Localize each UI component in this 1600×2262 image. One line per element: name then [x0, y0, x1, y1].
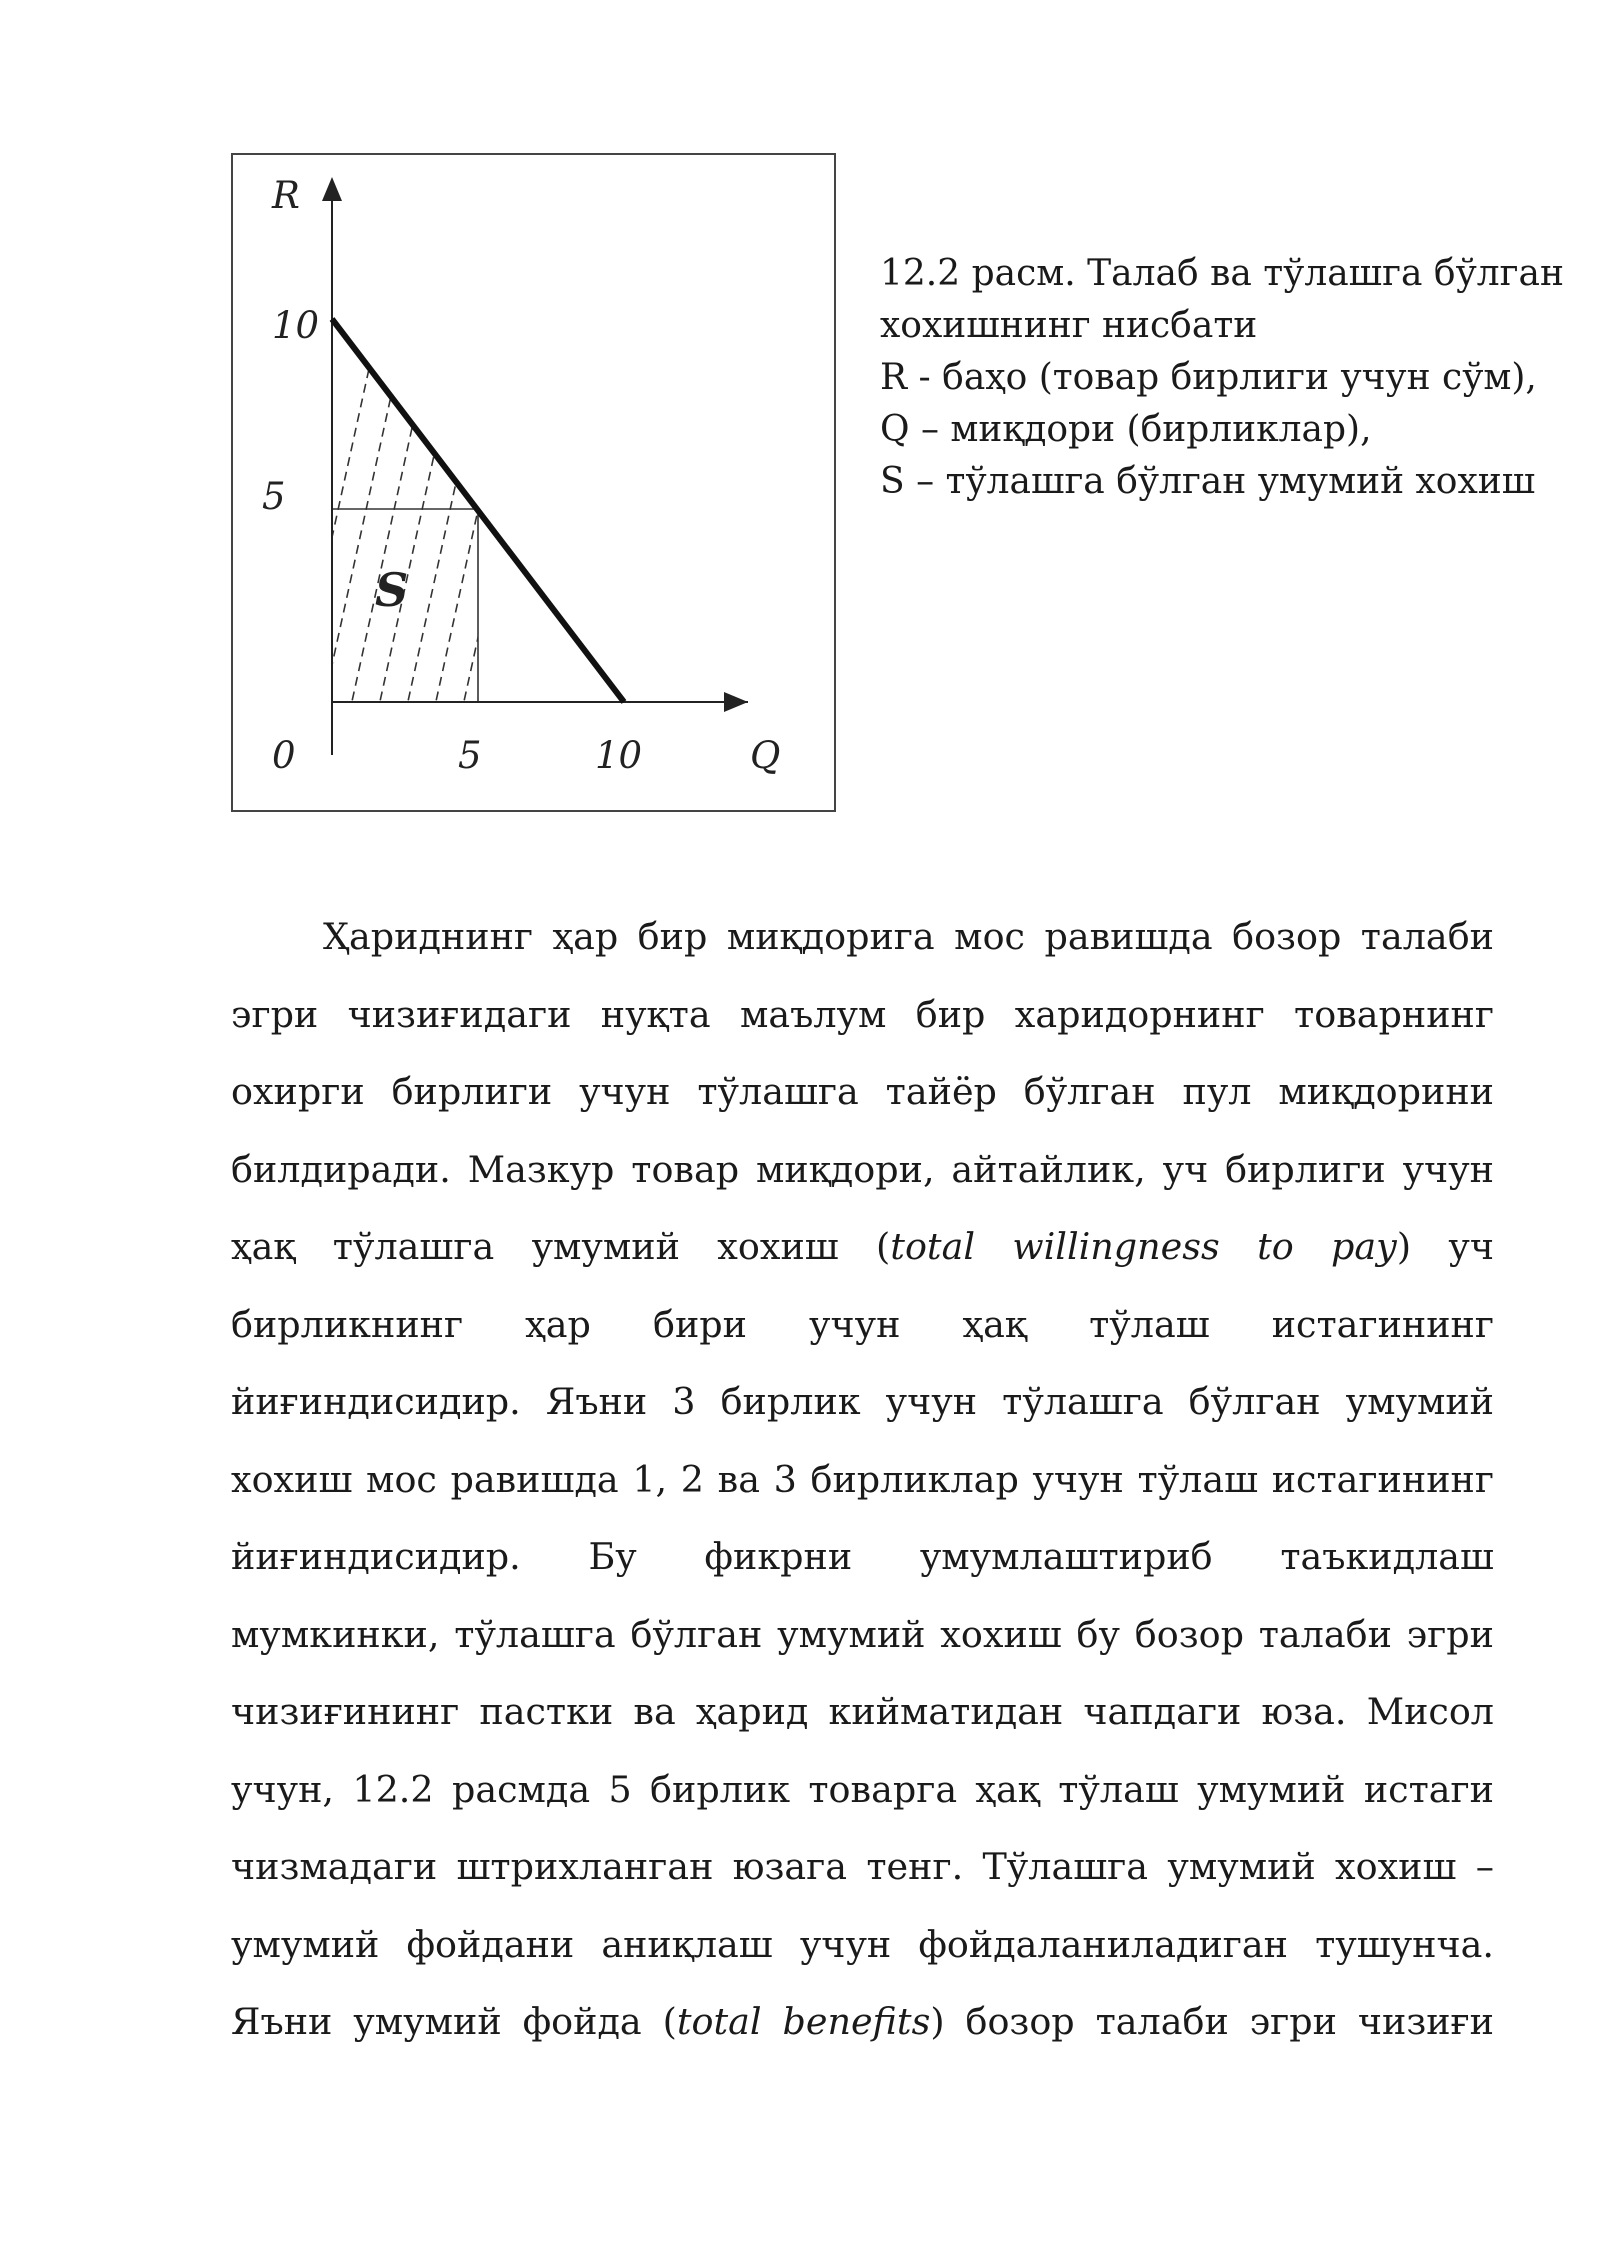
x-tick-10: 10: [595, 734, 643, 777]
y-tick-10: 10: [272, 304, 320, 347]
text-line: [231, 1983, 1494, 2061]
text-line: эгри чизиғидаги нуқта маълум бир харидорнинг товарнинг: [231, 992, 1494, 1036]
text-segment: ) уч: [1396, 1225, 1494, 1268]
y-tick-5: 5: [262, 475, 286, 518]
body-paragraph: [231, 898, 1494, 2061]
text-line: учун, 12.2 расмда 5 бирлик товарга ҳақ тўлаш умумий истаги: [231, 1767, 1494, 1811]
text-segment: Яъни умумий фойда (: [231, 2000, 677, 2043]
emphasis-term: total willingness to pay: [890, 1225, 1397, 1268]
x-tick-0: 0: [272, 734, 296, 777]
caption-line: хохишнинг нисбати: [880, 305, 1258, 346]
demand-curve-diagram: [233, 155, 838, 814]
y-axis-arrow: [322, 177, 342, 201]
hatch-pattern: [293, 305, 579, 715]
caption-line: 12.2 расм. Талаб ва тўлашга бўлган: [880, 253, 1564, 294]
text-line: охирги бирлиги учун тўлашга тайёр бўлган пул миқдорини: [231, 1070, 1494, 1113]
text-line: [231, 1208, 1494, 1286]
text-line: умумий фойдани аниқлаш учун фойдаланиладиган тушунча.: [231, 1922, 1494, 1966]
text-line: бирликнинг ҳар бири учун ҳақ тўлаш истагининг: [231, 1302, 1494, 1346]
text-line: чизиғининг пастки ва ҳарид кийматидан чапдаги юза. Мисол: [231, 1690, 1494, 1733]
x-axis-label: Q: [750, 734, 781, 777]
y-axis-label: R: [272, 174, 300, 217]
text-line: йиғиндисидир. Яъни 3 бирлик учун тўлашга бўлган умумий: [231, 1380, 1494, 1423]
caption-line: S – тўлашга бўлган умумий хохиш: [880, 461, 1536, 502]
x-tick-5: 5: [458, 734, 482, 777]
figure-caption: [880, 248, 1580, 508]
demand-figure: [231, 153, 836, 812]
emphasis-term: total benefits: [676, 2000, 931, 2043]
x-axis-arrow: [724, 692, 748, 712]
text-segment: ҳақ тўлашга умумий хохиш (: [231, 1225, 891, 1268]
caption-line: Q – миқдори (бирликлар),: [880, 409, 1372, 450]
text-line: мумкинки, тўлашга бўлган умумий хохиш бу бозор талаби эгри: [231, 1612, 1494, 1656]
text-line: чизмадаги штрихланган юзага тенг. Тўлашга умумий хохиш –: [231, 1845, 1494, 1888]
caption-line: R - баҳо (товар бирлиги учун сўм),: [880, 357, 1537, 398]
text-line: йиғиндисидир. Бу фикрни умумлаштириб таъкидлаш: [231, 1535, 1494, 1578]
text-line: хохиш мос равишда 1, 2 ва 3 бирликлар учун тўлаш истагининг: [231, 1457, 1494, 1501]
text-line: Ҳариднинг ҳар бир миқдорига мос равишда бозор талаби: [323, 915, 1494, 958]
area-label: S: [375, 563, 409, 617]
text-line: билдиради. Мазкур товар миқдори, айтайлик, уч бирлиги учун: [231, 1147, 1494, 1191]
text-segment: ) бозор талаби эгри чизиғи: [930, 2000, 1494, 2043]
